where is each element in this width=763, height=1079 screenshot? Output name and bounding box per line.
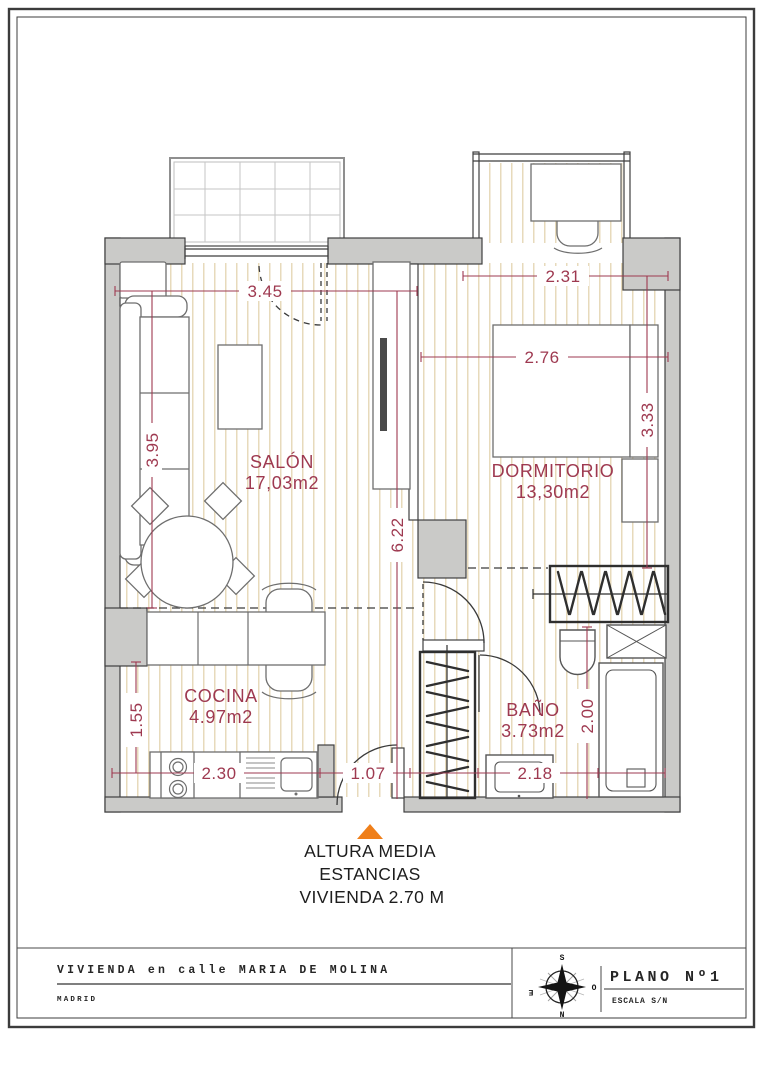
cocina-area: 4.97m2 [189,707,253,727]
dim-bano-width: 2.18 [517,764,553,783]
height-note [299,824,444,907]
dim-entry-width: 1.07 [350,764,386,783]
room-label-cocina [184,686,258,727]
sheet-scale: ESCALA S/N [612,997,669,1006]
compass-o: O [591,984,597,993]
dim-salon-width: 3.45 [247,282,283,301]
bano-area: 3.73m2 [501,721,565,741]
toilet [560,630,595,675]
dormitorio-area: 13,30m2 [515,482,591,502]
washing-unit [607,625,666,658]
dim-cocina-height: 1.55 [127,702,146,738]
dim-bed-width: 2.76 [524,348,560,367]
dim-overall-height: 6.22 [388,517,407,553]
dim-salon-height: 3.95 [143,432,162,468]
dim-bano-height: 2.00 [578,698,597,734]
project-city: MADRID [57,996,98,1004]
project-title: VIVIENDA en calle MARIA DE MOLINA [57,964,391,977]
note-line-3: VIVIENDA 2.70 M [299,887,445,907]
compass-s: S [559,954,565,963]
cocina-name: COCINA [184,686,258,706]
note-line-1: ALTURA MEDIA [304,841,436,861]
salon-shelving [373,262,410,489]
salon-window [185,246,328,259]
bed [493,325,658,457]
nightstand [622,459,658,522]
compass-n: N [559,1011,565,1020]
title-block [17,948,746,1020]
compass-rose-icon [528,954,596,1020]
note-line-2: ESTANCIAS [319,864,421,884]
salon-area: 17,03m2 [244,473,320,493]
coffee-table [218,345,262,429]
bathtub [599,663,663,797]
sheet-number: PLANO Nº1 [610,969,723,986]
salon-name: SALÓN [249,452,315,472]
dim-cocina-width: 2.30 [201,764,237,783]
balcony-glazing [170,158,344,246]
entrance-marker-icon [357,824,383,839]
compass-e: E [528,987,534,996]
dim-dorm-height: 3.33 [638,402,657,438]
dim-gallery-width: 2.31 [545,267,581,286]
bano-name: BAÑO [506,700,560,720]
dormitorio-name: DORMITORIO [491,461,615,481]
